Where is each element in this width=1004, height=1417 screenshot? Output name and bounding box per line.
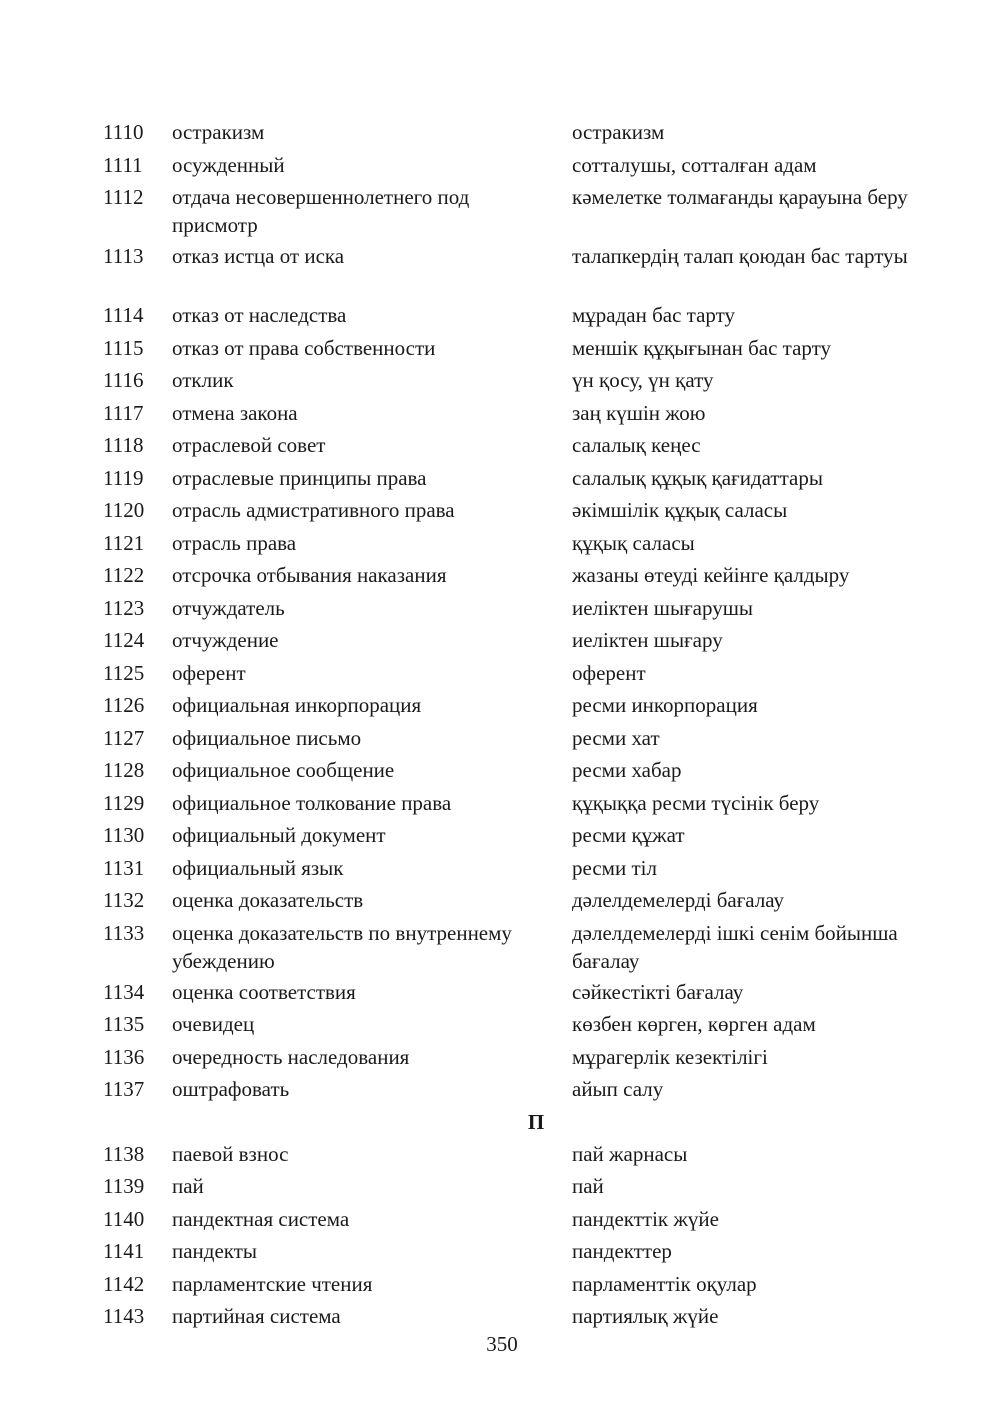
- entry-number: 1126: [103, 693, 145, 717]
- entry-row: [0, 366, 1004, 399]
- entry-row: [0, 919, 1004, 978]
- entry-kazakh-term: оферент: [572, 660, 646, 685]
- entry-russian-term: отклик: [172, 368, 234, 392]
- entry-number: 1139: [103, 1174, 145, 1198]
- entry-kazakh-term: иеліктен шығарушы: [572, 595, 754, 620]
- entry-kazakh-term: ресми құжат: [572, 823, 685, 847]
- entry-kazakh-term: партиялық жүйе: [572, 1304, 719, 1328]
- entry-row: [0, 118, 1004, 151]
- entry-number: 1142: [103, 1271, 145, 1296]
- entry-number: 1143: [103, 1304, 145, 1328]
- entry-russian-term: остракизм: [172, 120, 265, 144]
- entry-number: 1119: [103, 465, 144, 490]
- entry-kazakh-term: остракизм: [572, 120, 665, 144]
- entry-number: 1124: [103, 628, 145, 652]
- entry-russian-term: оценка доказательств: [172, 888, 364, 912]
- entry-row: [0, 1205, 1004, 1238]
- entry-russian-term: отмена закона: [172, 400, 298, 425]
- entry-russian-term: отрасль адмистративного права: [172, 498, 455, 522]
- entry-russian-term: парламентские чтения: [172, 1271, 373, 1296]
- entry-kazakh-term: ресми тіл: [572, 855, 657, 880]
- entry-number: 1122: [103, 563, 145, 587]
- entry-kazakh-term: пандекттер: [572, 1239, 672, 1263]
- entry-number: 1110: [103, 120, 144, 144]
- entry-row: [0, 529, 1004, 562]
- entry-kazakh-term: пандекттік жүйе: [572, 1206, 719, 1231]
- entry-row: [0, 464, 1004, 497]
- entry-russian-term: пандектная система: [172, 1206, 350, 1231]
- entry-russian-term: официальный документ: [172, 823, 386, 847]
- entry-number: 1127: [103, 725, 145, 750]
- entry-row: [0, 978, 1004, 1011]
- entry-kazakh-term: заң күшін жою: [572, 400, 706, 425]
- entry-kazakh-term: меншік құқығынан бас тарту: [572, 335, 832, 360]
- entry-row: [0, 626, 1004, 659]
- entry-row: [0, 886, 1004, 919]
- entry-russian-term: официальный язык: [172, 855, 344, 880]
- section-letter: П: [527, 1109, 545, 1134]
- entry-row: [0, 659, 1004, 692]
- entry-russian-term: осужденный: [172, 152, 285, 177]
- entry-russian-term: оценка доказательств по внутреннему убеждению: [172, 920, 512, 973]
- entry-kazakh-term: кәмелетке толмағанды қарауына беру: [572, 185, 908, 209]
- entry-kazakh-term: салалық кеңес: [572, 433, 701, 457]
- entry-kazakh-term: талапкердің талап қоюдан бас тартуы: [572, 244, 908, 268]
- entry-row: [0, 1075, 1004, 1108]
- entry-kazakh-term: дәлелдемелерді бағалау: [572, 888, 785, 912]
- entry-row: [0, 1270, 1004, 1303]
- entry-russian-term: паевой взнос: [172, 1141, 289, 1166]
- entry-number: 1141: [103, 1239, 145, 1263]
- entry-russian-term: официальное письмо: [172, 725, 362, 750]
- entry-number: 1132: [103, 888, 145, 912]
- entry-row: [0, 789, 1004, 822]
- entry-russian-term: очередность наследования: [172, 1044, 410, 1069]
- entry-russian-term: официальное толкование права: [172, 790, 452, 815]
- entry-russian-term: пандекты: [172, 1239, 258, 1263]
- entry-number: 1118: [103, 433, 144, 457]
- entry-number: 1136: [103, 1044, 145, 1069]
- entry-number: 1125: [103, 660, 145, 685]
- entry-row: [0, 151, 1004, 184]
- entry-kazakh-term: сотталушы, сотталған адам: [572, 152, 817, 177]
- entry-russian-term: пай: [172, 1174, 204, 1198]
- entry-row: [0, 183, 1004, 242]
- entry-number: 1133: [103, 920, 145, 945]
- entry-number: 1129: [103, 790, 145, 815]
- entry-russian-term: оферент: [172, 660, 246, 685]
- entry-kazakh-term: құқық саласы: [572, 530, 695, 555]
- entry-russian-term: отраслевые принципы права: [172, 465, 427, 490]
- entry-kazakh-term: көзбен көрген, көрген адам: [572, 1012, 816, 1036]
- entry-russian-term: очевидец: [172, 1012, 255, 1036]
- entry-kazakh-term: пай жарнасы: [572, 1141, 688, 1166]
- entry-row: [0, 821, 1004, 854]
- entry-number: 1130: [103, 823, 145, 847]
- entry-russian-term: оштрафовать: [172, 1077, 290, 1101]
- entry-russian-term: отсрочка отбывания наказания: [172, 563, 447, 587]
- entry-kazakh-term: сәйкестікті бағалау: [572, 979, 744, 1004]
- entry-row: [0, 854, 1004, 887]
- entry-russian-term: отдача несовершеннолетнего под присмотр: [172, 185, 470, 237]
- entry-number: 1112: [103, 185, 144, 209]
- entry-row: [0, 334, 1004, 367]
- entry-kazakh-term: ресми хабар: [572, 758, 682, 782]
- entry-kazakh-term: дәлелдемелерді ішкі сенім бойынша бағалау: [572, 920, 898, 973]
- entry-kazakh-term: жазаны өтеуді кейінге қалдыру: [572, 563, 850, 587]
- entry-number: 1137: [103, 1077, 145, 1101]
- entry-kazakh-term: мұрадан бас тарту: [572, 303, 736, 327]
- entry-kazakh-term: ресми инкорпорация: [572, 693, 758, 717]
- entry-number: 1116: [103, 368, 144, 392]
- entry-number: 1115: [103, 335, 144, 360]
- entry-kazakh-term: ресми хат: [572, 725, 660, 750]
- entry-kazakh-term: парламенттік оқулар: [572, 1271, 757, 1296]
- entry-number: 1111: [103, 152, 143, 177]
- entry-russian-term: отчуждение: [172, 628, 279, 652]
- entry-kazakh-term: құқыққа ресми түсінік беру: [572, 790, 820, 815]
- entry-kazakh-term: айып салу: [572, 1077, 664, 1101]
- entry-russian-term: партийная система: [172, 1304, 341, 1328]
- page-number: 350: [486, 1332, 518, 1356]
- entry-row: [0, 1010, 1004, 1043]
- entry-row: [0, 496, 1004, 529]
- section-letter-heading: [0, 1108, 1004, 1140]
- entry-row: [0, 1172, 1004, 1205]
- entry-row: [0, 724, 1004, 757]
- entry-russian-term: отказ от права собственности: [172, 335, 436, 360]
- entry-row: [0, 756, 1004, 789]
- entry-row: [0, 691, 1004, 724]
- entry-russian-term: отказ от наследства: [172, 303, 347, 327]
- entry-row: [0, 561, 1004, 594]
- entry-russian-term: отраслевой совет: [172, 433, 326, 457]
- entry-row: [0, 1237, 1004, 1270]
- entry-kazakh-term: пай: [572, 1174, 604, 1198]
- entry-row: [0, 301, 1004, 334]
- entry-number: 1134: [103, 979, 145, 1004]
- entry-kazakh-term: иеліктен шығару: [572, 628, 723, 652]
- entry-number: 1128: [103, 758, 145, 782]
- entry-russian-term: отрасль права: [172, 530, 297, 555]
- entry-row: [0, 594, 1004, 627]
- entry-row: [0, 1043, 1004, 1076]
- entry-kazakh-term: мұрагерлік кезектілігі: [572, 1044, 768, 1069]
- entry-number: 1117: [103, 400, 144, 425]
- entry-kazakh-term: салалық құқық қағидаттары: [572, 465, 823, 490]
- entry-kazakh-term: әкімшілік құқық саласы: [572, 498, 788, 522]
- entry-kazakh-term: үн қосу, үн қату: [572, 368, 714, 392]
- entry-number: 1120: [103, 498, 145, 522]
- entry-russian-term: отказ истца от иска: [172, 244, 345, 268]
- entry-russian-term: официальное сообщение: [172, 758, 395, 782]
- entry-number: 1138: [103, 1141, 145, 1166]
- entry-russian-term: официальная инкорпорация: [172, 693, 422, 717]
- entry-row: [0, 399, 1004, 432]
- entry-number: 1140: [103, 1206, 145, 1231]
- entry-row: [0, 242, 1004, 301]
- entry-number: 1114: [103, 303, 144, 327]
- entry-number: 1131: [103, 855, 145, 880]
- entry-russian-term: оценка соответствия: [172, 979, 356, 1004]
- entry-row: [0, 1140, 1004, 1173]
- entry-number: 1135: [103, 1012, 145, 1036]
- entry-number: 1123: [103, 595, 145, 620]
- entry-number: 1113: [103, 244, 144, 268]
- entry-number: 1121: [103, 530, 145, 555]
- entry-row: [0, 431, 1004, 464]
- entries-list: [0, 118, 1004, 1335]
- entry-russian-term: отчуждатель: [172, 595, 285, 620]
